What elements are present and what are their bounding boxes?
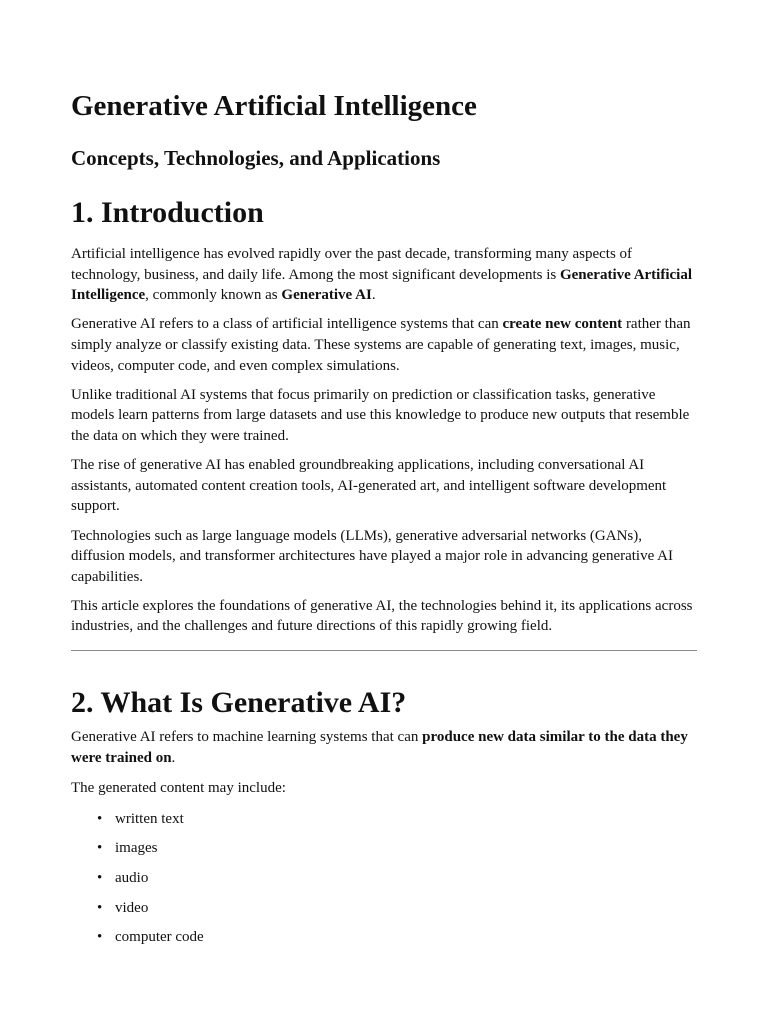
intro-p2-text-a: Generative AI refers to a class of artificial intelligence systems that can — [71, 316, 503, 333]
intro-paragraph-4: The rise of generative AI has enabled groundbreaking applications, including conversational AI assistants, automated content creation tools, AI-generated art, and intelligent software development support. — [71, 457, 667, 515]
list-item — [71, 868, 698, 888]
document-title: Generative Artificial Intelligence — [71, 90, 477, 122]
list-item-text: computer code — [115, 929, 204, 946]
section-heading-introduction: 1. Introduction — [71, 196, 264, 229]
what-is-p1-text-c: . — [171, 749, 176, 766]
intro-paragraph-5: Technologies such as large language models (LLMs), generative adversarial networks (GANs), diffusion models, and transformer architectures have played a major role in advancing generative AI capabilities. — [71, 527, 673, 585]
list-item-text: written text — [115, 810, 184, 827]
document-subtitle: Concepts, Technologies, and Applications — [71, 146, 441, 170]
what-is-p1-text-a: Generative AI refers to machine learning systems that can — [71, 729, 423, 745]
section-divider — [71, 650, 697, 651]
bullet-icon: • — [97, 899, 103, 916]
what-is-paragraph-2: The generated content may include: — [71, 780, 286, 797]
list-item-text: video — [115, 899, 149, 916]
intro-p2-bold: create new content — [502, 316, 623, 333]
section-heading-what-is: 2. What Is Generative AI? — [71, 686, 407, 719]
bullet-icon: • — [97, 840, 103, 857]
bullet-icon: • — [97, 810, 103, 827]
generated-content-list — [71, 809, 698, 947]
intro-p1-text-d: . — [371, 287, 376, 304]
intro-p2-text-c: rather than simply analyze or classify existing data. These systems are capable of generating text, images, music, videos, computer code, and even complex simulations. — [71, 316, 691, 374]
intro-p1-bold-short: Generative AI — [281, 287, 372, 304]
what-is-paragraph-1 — [71, 727, 698, 768]
what-is-p1-bold: produce new data similar to the data they were trained on — [71, 729, 688, 766]
list-item — [71, 927, 698, 947]
list-item-text: audio — [115, 869, 149, 886]
section-introduction — [71, 194, 698, 646]
list-item — [71, 898, 698, 918]
intro-p1-bold-term: Generative Artificial Intelligence — [71, 266, 693, 304]
bullet-icon: • — [97, 869, 103, 886]
list-item — [71, 838, 698, 858]
intro-p1-text-a: Artificial intelligence has evolved rapidly over the past decade, transforming many aspects of technology, business, and daily life. Among the most significant developments is — [71, 246, 633, 283]
list-item — [71, 809, 698, 829]
section-what-is-generative-ai — [71, 684, 698, 957]
list-item-text: images — [115, 840, 158, 857]
intro-p1-text-c: , commonly known as — [145, 287, 282, 304]
intro-paragraph-1 — [71, 244, 698, 306]
intro-paragraph-2 — [71, 314, 698, 376]
intro-paragraph-3: Unlike traditional AI systems that focus primarily on prediction or classification tasks, generative models learn patterns from large datasets and use this knowledge to produce new outputs that resemble the data on which they were trained. — [71, 386, 690, 444]
intro-paragraph-6: This article explores the foundations of generative AI, the technologies behind it, its applications across industries, and the challenges and future directions of this rapidly growing field. — [71, 597, 693, 635]
bullet-icon: • — [97, 929, 103, 946]
